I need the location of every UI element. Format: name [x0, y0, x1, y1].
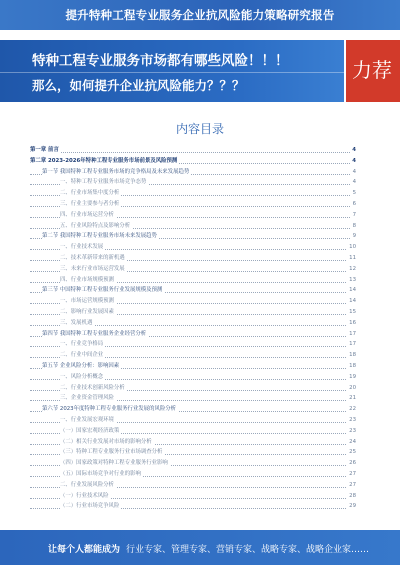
- toc-page-number: 5: [351, 188, 356, 199]
- toc-page-number: 14: [347, 296, 356, 307]
- toc-entry-text: 三、企业资金管理风险: [60, 393, 116, 404]
- toc-entry-text: 一、行业发展宏观环境: [60, 415, 116, 426]
- toc-page-number: 22: [347, 404, 356, 415]
- hero-headline: 特种工程专业服务市场都有哪些风险！！！: [32, 53, 289, 69]
- toc-page-number: 4: [350, 156, 356, 167]
- toc-entry-text: 一、行业竞争格局: [60, 339, 105, 350]
- toc-entry[interactable]: [30, 275, 356, 286]
- report-header: [0, 0, 400, 30]
- toc-entry-text: 第五节 企业风险分析：影响因素: [42, 361, 121, 372]
- hero-divider: [0, 72, 344, 73]
- toc-page-number: 17: [347, 329, 356, 340]
- toc-entry-text: 一、市场运营规模预测: [60, 296, 116, 307]
- toc-page-number: 23: [347, 426, 356, 437]
- toc-page-number: 4: [350, 145, 356, 156]
- toc-entry[interactable]: [30, 156, 356, 167]
- toc-page-number: 26: [347, 458, 356, 469]
- toc-entry[interactable]: [30, 296, 356, 307]
- toc-page-number: 7: [351, 210, 356, 221]
- toc-entry[interactable]: [30, 210, 356, 221]
- toc-page-number: 18: [347, 350, 356, 361]
- toc-entry[interactable]: [30, 307, 356, 318]
- toc-entry[interactable]: [30, 469, 356, 480]
- toc-entry-text: 一、风险分析概念: [60, 372, 105, 383]
- toc-entry[interactable]: [30, 415, 356, 426]
- toc-entry-text: （一）行业技术风险: [60, 491, 111, 502]
- toc-page-number: 27: [347, 469, 356, 480]
- toc-entry-text: 五、行业风险特点及影响分析: [60, 221, 132, 232]
- toc-entry[interactable]: [30, 458, 356, 469]
- toc-page-number: 14: [347, 285, 356, 296]
- footer-banner: [0, 530, 400, 565]
- toc-leader-dots: [30, 152, 356, 153]
- toc-entry-text: 二、行业技术创新风险分析: [60, 383, 127, 394]
- toc-entry[interactable]: [30, 242, 356, 253]
- toc-page-number: 4: [351, 177, 356, 188]
- hero-banner: [0, 40, 400, 102]
- toc-page-number: 23: [347, 415, 356, 426]
- toc-entry[interactable]: [30, 253, 356, 264]
- toc-entry[interactable]: [30, 145, 356, 156]
- toc-entry[interactable]: [30, 361, 356, 372]
- toc-page-number: 16: [347, 318, 356, 329]
- toc-entry[interactable]: [30, 404, 356, 415]
- toc-entry[interactable]: [30, 199, 356, 210]
- toc-page-number: 20: [347, 383, 356, 394]
- footer-roles: 行业专家、管理专家、营销专家、战略专家、战略企业家……: [126, 545, 370, 555]
- toc-page-number: 13: [347, 275, 356, 286]
- toc-entry-text: 四、行业市场运营分析: [60, 210, 116, 221]
- recommend-badge: 力荐: [352, 58, 392, 82]
- toc-entry[interactable]: [30, 221, 356, 232]
- toc-entry[interactable]: [30, 188, 356, 199]
- toc-page-number: 25: [347, 447, 356, 458]
- toc-entry-text: 第二节 我国特种工程专业服务市场未来发展趋势: [42, 231, 159, 242]
- toc-page-number: 9: [351, 231, 356, 242]
- toc-entry-text: 二、行业市场集中度分析: [60, 188, 121, 199]
- toc-entry[interactable]: [30, 491, 356, 502]
- toc-entry-text: 第三节 中国特种工程专业服务行业发展规模及预测: [42, 285, 164, 296]
- report-title: 提升特种工程专业服务企业抗风险能力策略研究报告: [65, 8, 335, 22]
- toc-page-number: 8: [351, 221, 356, 232]
- toc-entry-text: 二、行业发展风险分析: [60, 480, 116, 491]
- toc-entry-text: （二）相关行业发展对市场的影响分析: [60, 437, 154, 448]
- toc-page-number: 19: [347, 372, 356, 383]
- toc-entry-text: 三、发展机遇: [60, 318, 94, 329]
- toc-entry-text: 第六节 2023年度特种工程专业服务行业发展的风险分析: [42, 404, 178, 415]
- toc-page-number: 11: [347, 253, 356, 264]
- toc-entry[interactable]: [30, 339, 356, 350]
- toc-page-number: 6: [351, 199, 356, 210]
- toc-page-number: 10: [347, 242, 356, 253]
- toc-entry-text: （三）特种工程专业服务行业市场调查分析: [60, 447, 164, 458]
- toc-entry[interactable]: [30, 426, 356, 437]
- toc-entry-text: 四、行业市场规模预测: [60, 275, 116, 286]
- toc-entry[interactable]: [30, 167, 356, 178]
- toc-entry[interactable]: [30, 501, 356, 512]
- toc-page-number: 27: [347, 480, 356, 491]
- table-of-contents: [30, 145, 356, 512]
- toc-entry-text: （四）国家政策对特种工程专业服务行业影响: [60, 458, 170, 469]
- toc-page-number: 18: [347, 361, 356, 372]
- toc-entry-text: 二、技术革新带来的新机遇: [60, 253, 127, 264]
- toc-entry[interactable]: [30, 383, 356, 394]
- toc-entry[interactable]: [30, 329, 356, 340]
- toc-page-number: 4: [351, 167, 356, 178]
- toc-entry[interactable]: [30, 437, 356, 448]
- toc-entry-text: 二、影响行业发展因素: [60, 307, 116, 318]
- toc-entry[interactable]: [30, 350, 356, 361]
- hero-subheadline: 那么，如何提升企业抗风险能力？？？: [32, 78, 245, 93]
- toc-entry-text: 一、行业技术发展: [60, 242, 105, 253]
- toc-entry-text: 二、行业中间企业: [60, 350, 105, 361]
- toc-entry[interactable]: [30, 480, 356, 491]
- toc-entry-text: 一、特种工程专业服务市场竞争态势: [60, 177, 148, 188]
- toc-entry-text: 三、未来行业市场运营发展: [60, 264, 127, 275]
- toc-entry-text: （一）国家宏观经济政策: [60, 426, 121, 437]
- toc-page-number: 29: [347, 501, 356, 512]
- toc-entry-text: （五）国际市场竞争对行业的影响: [60, 469, 143, 480]
- toc-entry[interactable]: [30, 318, 356, 329]
- toc-page-number: 28: [347, 491, 356, 502]
- toc-entry[interactable]: [30, 231, 356, 242]
- toc-entry-text: （二）行业市场竞争风险: [60, 501, 121, 512]
- footer-slogan: 让每个人都能成为: [48, 545, 121, 555]
- toc-page-number: 17: [347, 339, 356, 350]
- toc-entry[interactable]: [30, 393, 356, 404]
- toc-entry-text: 第一章 前言: [30, 145, 61, 156]
- toc-entry[interactable]: [30, 285, 356, 296]
- toc-entry-text: 第四节 我国特种工程专业服务企业经营分析: [42, 329, 148, 340]
- toc-entry[interactable]: [30, 447, 356, 458]
- toc-entry[interactable]: [30, 177, 356, 188]
- toc-entry[interactable]: [30, 264, 356, 275]
- toc-page-number: 21: [347, 393, 356, 404]
- toc-entry-text: 第二章 2023-2026年特种工程专业服务市场前景及风险预测: [30, 156, 179, 167]
- toc-page-number: 12: [347, 264, 356, 275]
- toc-page-number: 15: [347, 307, 356, 318]
- toc-entry-text: 三、行业主要参与者分析: [60, 199, 121, 210]
- toc-title: 内容目录: [175, 122, 224, 136]
- toc-page-number: 24: [347, 437, 356, 448]
- toc-entry-text: 第一节 我国特种工程专业服务市场的竞争格局及未来发展趋势: [42, 167, 191, 178]
- toc-entry[interactable]: [30, 372, 356, 383]
